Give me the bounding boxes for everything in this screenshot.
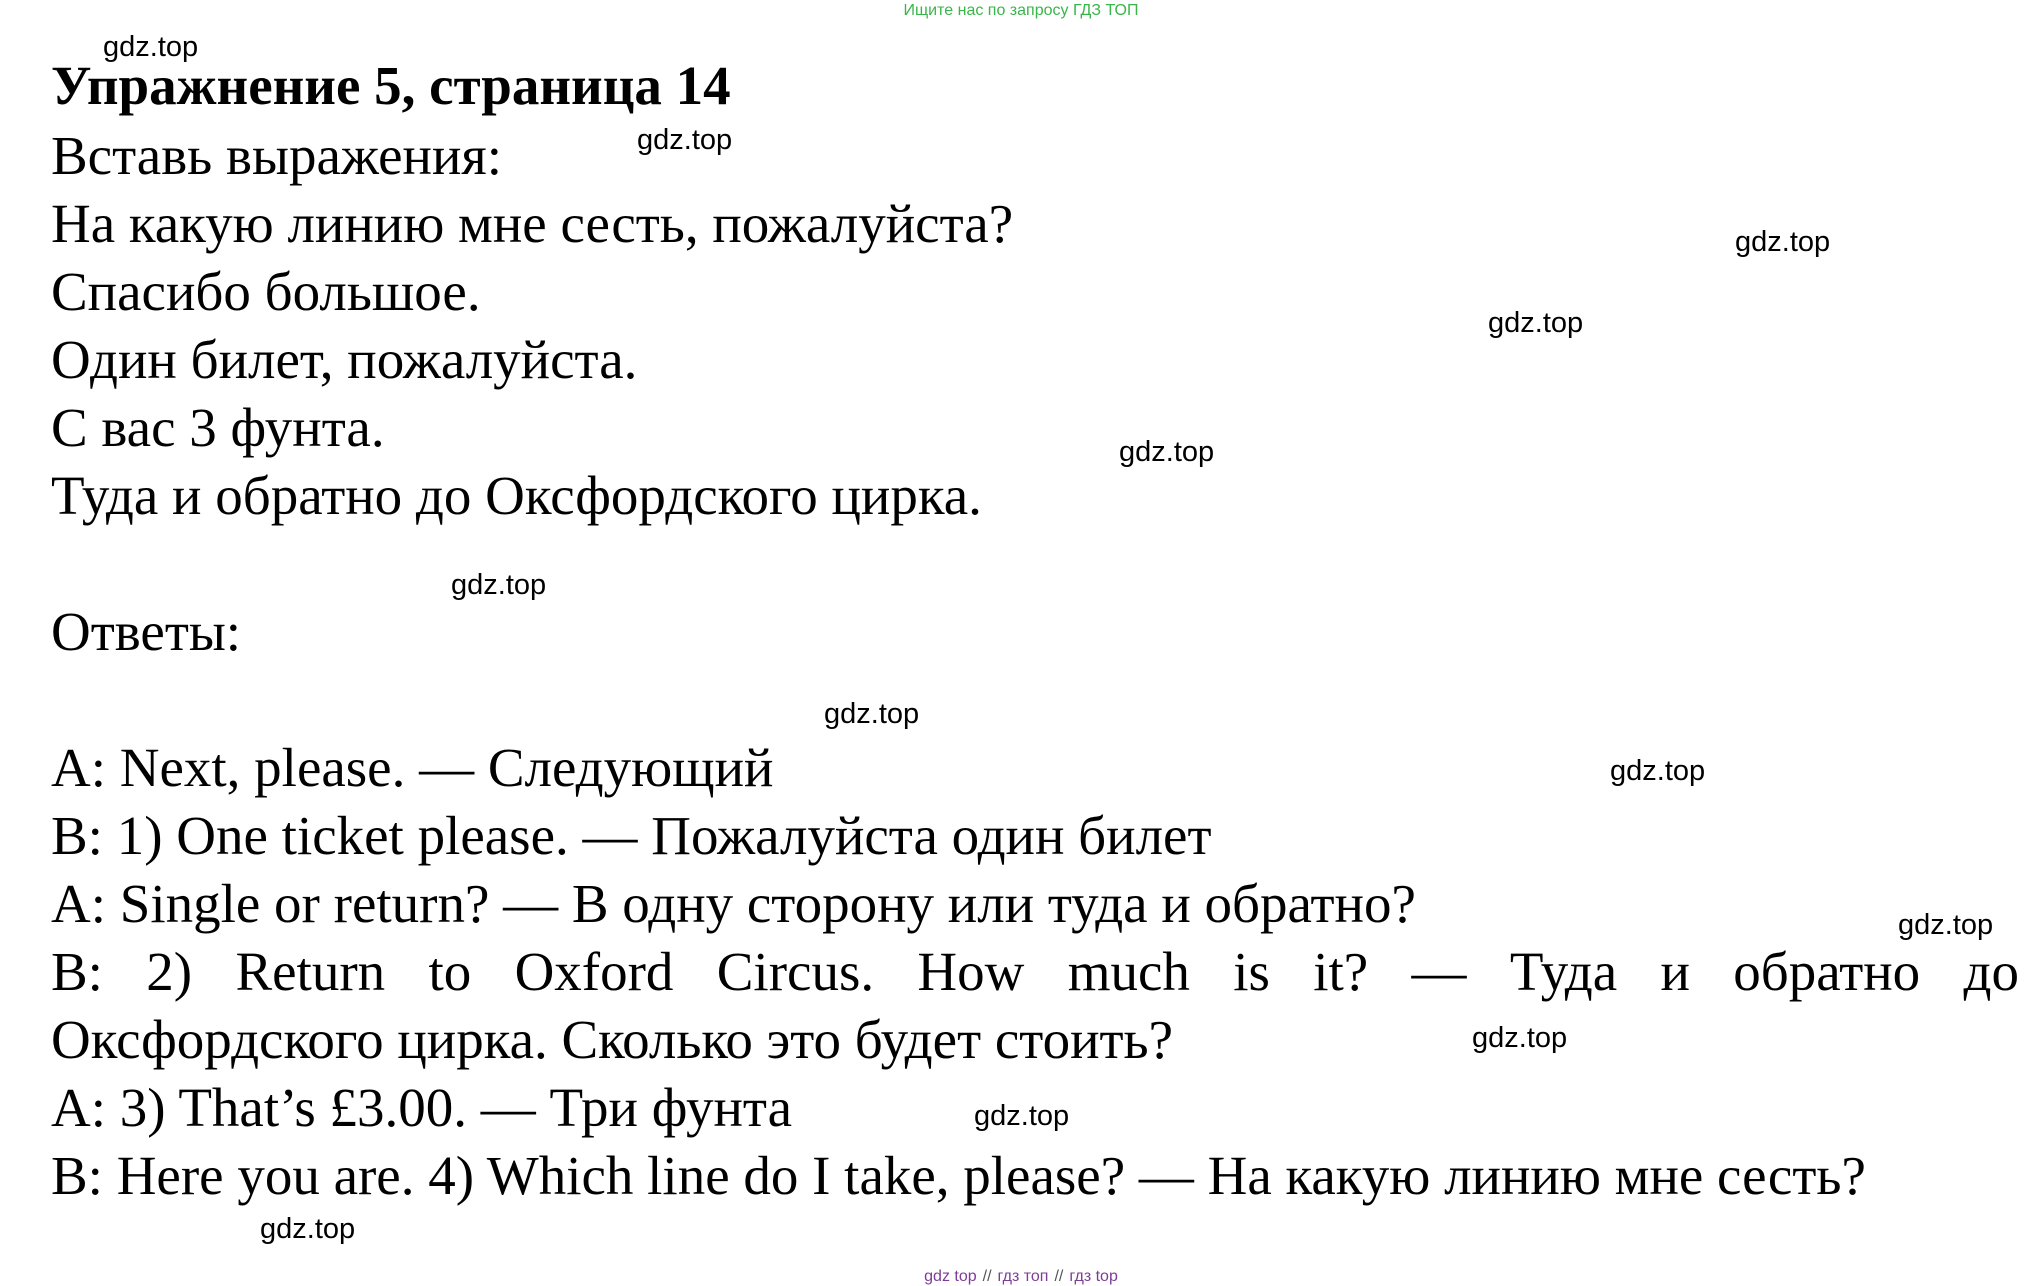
page-title: Упражнение 5, страница 14 [51, 55, 731, 116]
dialogue-line-4: B: 2) Return to Oxford Circus. How much is it? — Туда и обратно до [51, 941, 2019, 1002]
answers-heading: Ответы: [51, 601, 242, 662]
watermark: gdz.top [1119, 436, 1215, 468]
watermark: gdz.top [637, 124, 733, 156]
footer-link-2[interactable]: гдз топ [997, 1268, 1049, 1285]
dialogue-line-3: A: Single or return? — В одну сторону или туда и обратно? [51, 873, 1416, 934]
watermark: gdz.top [451, 569, 547, 601]
watermark: gdz.top [1898, 909, 1994, 941]
watermark: gdz.top [974, 1100, 1070, 1132]
dialogue-line-1: A: Next, please. — Следующий [51, 737, 774, 798]
task-item-5: Туда и обратно до Оксфордского цирка. [51, 465, 982, 526]
dialogue-line-2: B: 1) One ticket please. — Пожалуйста один билет [51, 805, 1212, 866]
task-item-2: Спасибо большое. [51, 261, 481, 322]
task-intro: Вставь выражения: [51, 125, 502, 186]
footer-separator: // [982, 1268, 992, 1285]
footer-note [0, 1268, 2042, 1286]
dialogue-line-5: Оксфордского цирка. Сколько это будет стоить? [51, 1009, 1174, 1070]
watermark: gdz.top [1735, 226, 1831, 258]
footer-separator: // [1054, 1268, 1064, 1285]
watermark: gdz.top [1610, 755, 1706, 787]
watermark: gdz.top [824, 698, 920, 730]
watermark: gdz.top [103, 31, 199, 63]
task-item-3: Один билет, пожалуйста. [51, 329, 638, 390]
footer-link-1[interactable]: gdz top [924, 1268, 977, 1285]
watermark: gdz.top [1488, 307, 1584, 339]
dialogue-line-6: A: 3) That’s £3.00. — Три фунта [51, 1077, 793, 1138]
task-item-4: С вас 3 фунта. [51, 397, 385, 458]
watermark: gdz.top [1472, 1022, 1568, 1054]
watermark: gdz.top [260, 1213, 356, 1245]
footer-link-3[interactable]: гдз top [1069, 1268, 1118, 1285]
dialogue-line-7: B: Here you are. 4) Which line do I take, please? — На какую линию мне сесть? [51, 1145, 1866, 1206]
header-note: Ищите нас по запросу ГДЗ ТОП [903, 2, 1139, 19]
task-item-1: На какую линию мне сесть, пожалуйста? [51, 193, 1014, 254]
